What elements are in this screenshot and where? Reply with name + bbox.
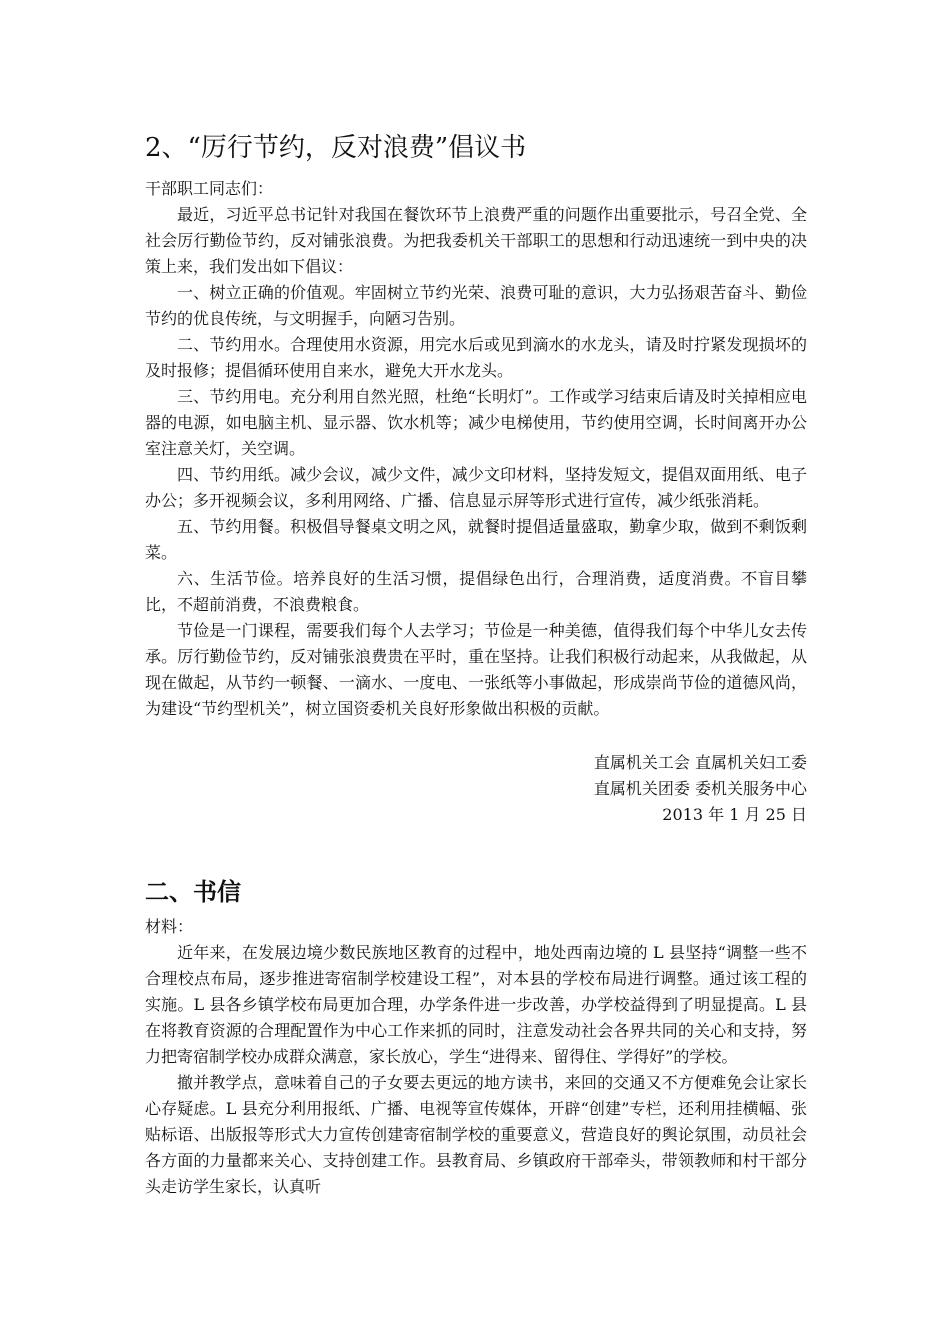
- signature-block: [145, 750, 807, 828]
- material-label: 材料：: [145, 917, 194, 936]
- signature-line: 直属机关团委 委机关服务中心: [593, 779, 807, 798]
- paragraph: 四、节约用纸。减少会议，减少文件，减少文印材料，坚持发短文，提倡双面用纸、电子办公；多开视频会议，多利用网络、广播、信息显示屏等形式进行宣传，减少纸张消耗。: [145, 465, 807, 510]
- section-heading: 二、书信: [145, 878, 241, 906]
- signature-line: 直属机关工会 直属机关妇工委: [593, 753, 807, 772]
- paragraph: 三、节约用电。充分利用自然光照，杜绝“长明灯”。工作或学习结束后请及时关掉相应电器的电源，如电脑主机、显示器、饮水机等；减少电梯使用，节约使用空调，长时间离开办公室注意关灯，关空调。: [145, 387, 807, 458]
- proposal-title: 2、“厉行节约，反对浪费”倡议书: [145, 133, 527, 163]
- paragraph: 最近，习近平总书记针对我国在餐饮环节上浪费严重的问题作出重要批示，号召全党、全社会厉行勤俭节约，反对铺张浪费。为把我委机关干部职工的思想和行动迅速统一到中央的决策上来，我们发出如下倡议：: [145, 205, 807, 276]
- signature-date: 2013 年 1 月 25 日: [662, 805, 807, 824]
- document-page: [145, 128, 807, 1200]
- paragraph: 近年来，在发展边境少数民族地区教育的过程中，地处西南边境的 L 县坚持“调整一些不合理校点布局，逐步推进寄宿制学校建设工程”，对本县的学校布局进行调整。通过该工程的实施。L 县各乡镇学校布局更加合理，办学条件进一步改善，办学校益得到了明显提高。L 县在将教育资源的合理配置作为中心工作来抓的同时，注意发动社会各界共同的关心和支持，努力把寄宿制学校办成群众满意，家长放心，学生“进得来、留得住、学得好”的学校。: [145, 943, 807, 1066]
- paragraph: 六、生活节俭。培养良好的生活习惯，提倡绿色出行，合理消费，适度消费。不盲目攀比，不超前消费，不浪费粮食。: [145, 569, 807, 614]
- paragraph: 节俭是一门课程，需要我们每个人去学习；节俭是一种美德，值得我们每个中华儿女去传承。厉行勤俭节约，反对铺张浪费贵在平时，重在坚持。让我们积极行动起来，从我做起，从现在做起，从节约一顿餐、一滴水、一度电、一张纸等小事做起，形成崇尚节俭的道德风尚，为建设“节约型机关”，树立国资委机关良好形象做出积极的贡献。: [145, 621, 807, 718]
- salutation: 干部职工同志们：: [145, 179, 274, 198]
- paragraph: 撤并教学点，意味着自己的子女要去更远的地方读书，来回的交通又不方便难免会让家长心存疑虑。L 县充分利用报纸、广播、电视等宣传媒体，开辟“创建”专栏，还利用挂横幅、张贴标语、出版报等形式大力宣传创建寄宿制学校的重要意义，营造良好的舆论氛围，动员社会各方面的力量都来关心、支持创建工作。县教育局、乡镇政府干部牵头，带领教师和村干部分头走访学生家长，认真听: [145, 1073, 807, 1196]
- paragraph: 二、节约用水。合理使用水资源，用完水后或见到滴水的水龙头，请及时拧紧发现损坏的及时报修；提倡循环使用自来水，避免大开水龙头。: [145, 335, 807, 380]
- paragraph: 五、节约用餐。积极倡导餐桌文明之风，就餐时提倡适量盛取，勤拿少取，做到不剩饭剩菜。: [145, 517, 807, 562]
- paragraph: 一、树立正确的价值观。牢固树立节约光荣、浪费可耻的意识，大力弘扬艰苦奋斗、勤俭节约的优良传统，与文明握手，向陋习告别。: [145, 283, 807, 328]
